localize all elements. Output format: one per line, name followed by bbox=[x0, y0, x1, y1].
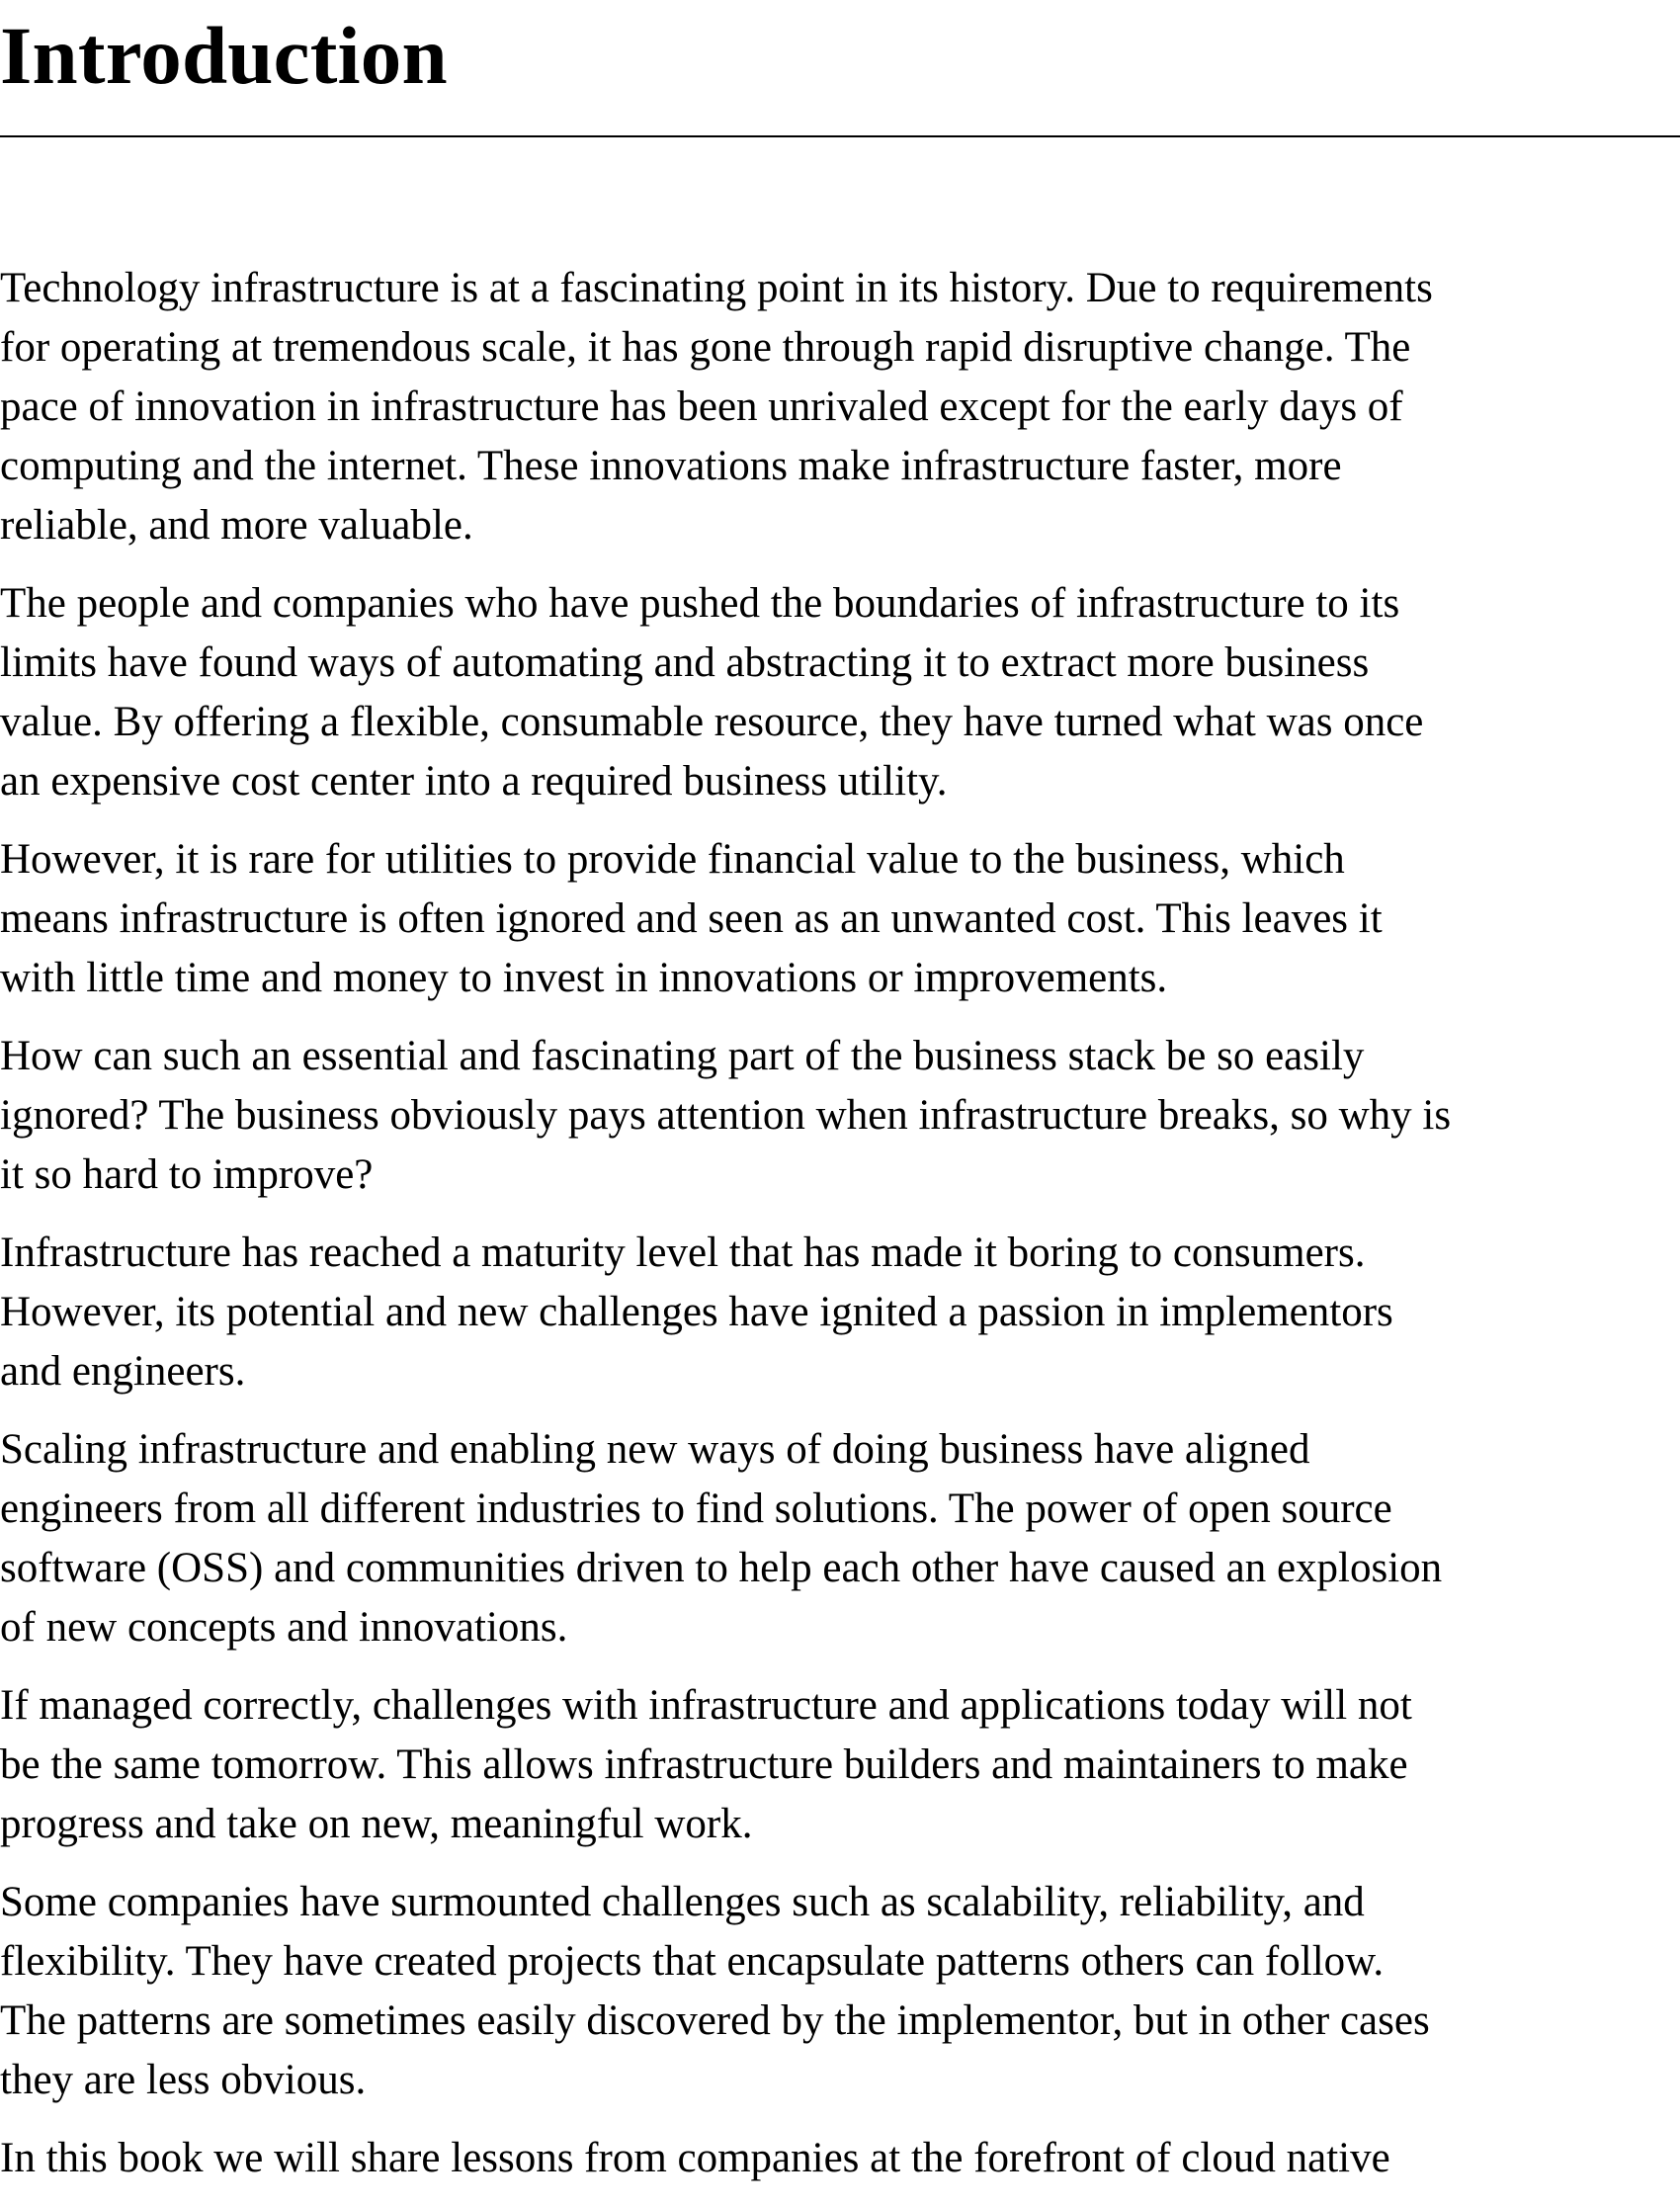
text-line: be the same tomorrow. This allows infrastructure builders and maintainers to make bbox=[0, 1741, 1408, 1788]
text-line: software (OSS) and communities driven to help each other have caused an explosion bbox=[0, 1545, 1443, 1591]
paragraph-8 bbox=[0, 1873, 1680, 2110]
text-line: with little time and money to invest in innovations or improvements. bbox=[0, 955, 1168, 1001]
paragraph-9 bbox=[0, 2129, 1680, 2188]
text-line: it so hard to improve? bbox=[0, 1151, 374, 1198]
text-line: progress and take on new, meaningful work. bbox=[0, 1801, 753, 1847]
text-line: for operating at tremendous scale, it has gone through rapid disruptive change. The bbox=[0, 324, 1411, 371]
paragraph-2 bbox=[0, 574, 1680, 811]
text-line: an expensive cost center into a required business utility. bbox=[0, 758, 948, 805]
text-line: However, its potential and new challenges have ignited a passion in implementors bbox=[0, 1289, 1393, 1335]
text-line: However, it is rare for utilities to provide financial value to the business, which bbox=[0, 836, 1345, 883]
text-line: How can such an essential and fascinating part of the business stack be so easily bbox=[0, 1033, 1365, 1079]
text-line: If managed correctly, challenges with infrastructure and applications today will not bbox=[0, 1682, 1412, 1729]
text-line: flexibility. They have created projects that encapsulate patterns others can follow. bbox=[0, 1938, 1385, 1985]
text-line: The people and companies who have pushed the boundaries of infrastructure to its bbox=[0, 580, 1400, 627]
paragraph-7 bbox=[0, 1676, 1680, 1854]
text-line: In this book we will share lessons from companies at the forefront of cloud native bbox=[0, 2135, 1390, 2181]
text-line: means infrastructure is often ignored and seen as an unwanted cost. This leaves it bbox=[0, 895, 1383, 942]
text-line: Infrastructure has reached a maturity level that has made it boring to consumers. bbox=[0, 1230, 1366, 1276]
paragraph-1 bbox=[0, 259, 1680, 555]
paragraph-3 bbox=[0, 830, 1680, 1008]
text-line: Technology infrastructure is at a fascinating point in its history. Due to requirements bbox=[0, 265, 1433, 311]
text-line: and engineers. bbox=[0, 1348, 246, 1395]
text-line: pace of innovation in infrastructure has been unrivaled except for the early days of bbox=[0, 383, 1403, 430]
text-line: Some companies have surmounted challenges such as scalability, reliability, and bbox=[0, 1879, 1365, 1925]
paragraph-5 bbox=[0, 1224, 1680, 1401]
text-line: The patterns are sometimes easily discovered by the implementor, but in other cases bbox=[0, 1997, 1430, 2044]
text-line: limits have found ways of automating and abstracting it to extract more business bbox=[0, 639, 1370, 686]
text-line: engineers from all different industries to find solutions. The power of open source bbox=[0, 1485, 1392, 1532]
text-line: computing and the internet. These innovations make infrastructure faster, more bbox=[0, 443, 1342, 489]
text-line: reliable, and more valuable. bbox=[0, 502, 473, 549]
text-line: ignored? The business obviously pays attention when infrastructure breaks, so why is bbox=[0, 1092, 1452, 1139]
text-line: of new concepts and innovations. bbox=[0, 1604, 568, 1651]
text-line: they are less obvious. bbox=[0, 2057, 367, 2103]
title-divider bbox=[0, 135, 1680, 137]
text-line: value. By offering a flexible, consumable resource, they have turned what was once bbox=[0, 699, 1424, 745]
paragraph-4 bbox=[0, 1027, 1680, 1205]
chapter-title: Introduction bbox=[0, 10, 448, 101]
text-line: Scaling infrastructure and enabling new ways of doing business have aligned bbox=[0, 1426, 1310, 1473]
body-text bbox=[0, 259, 1680, 2207]
paragraph-6 bbox=[0, 1420, 1680, 1657]
